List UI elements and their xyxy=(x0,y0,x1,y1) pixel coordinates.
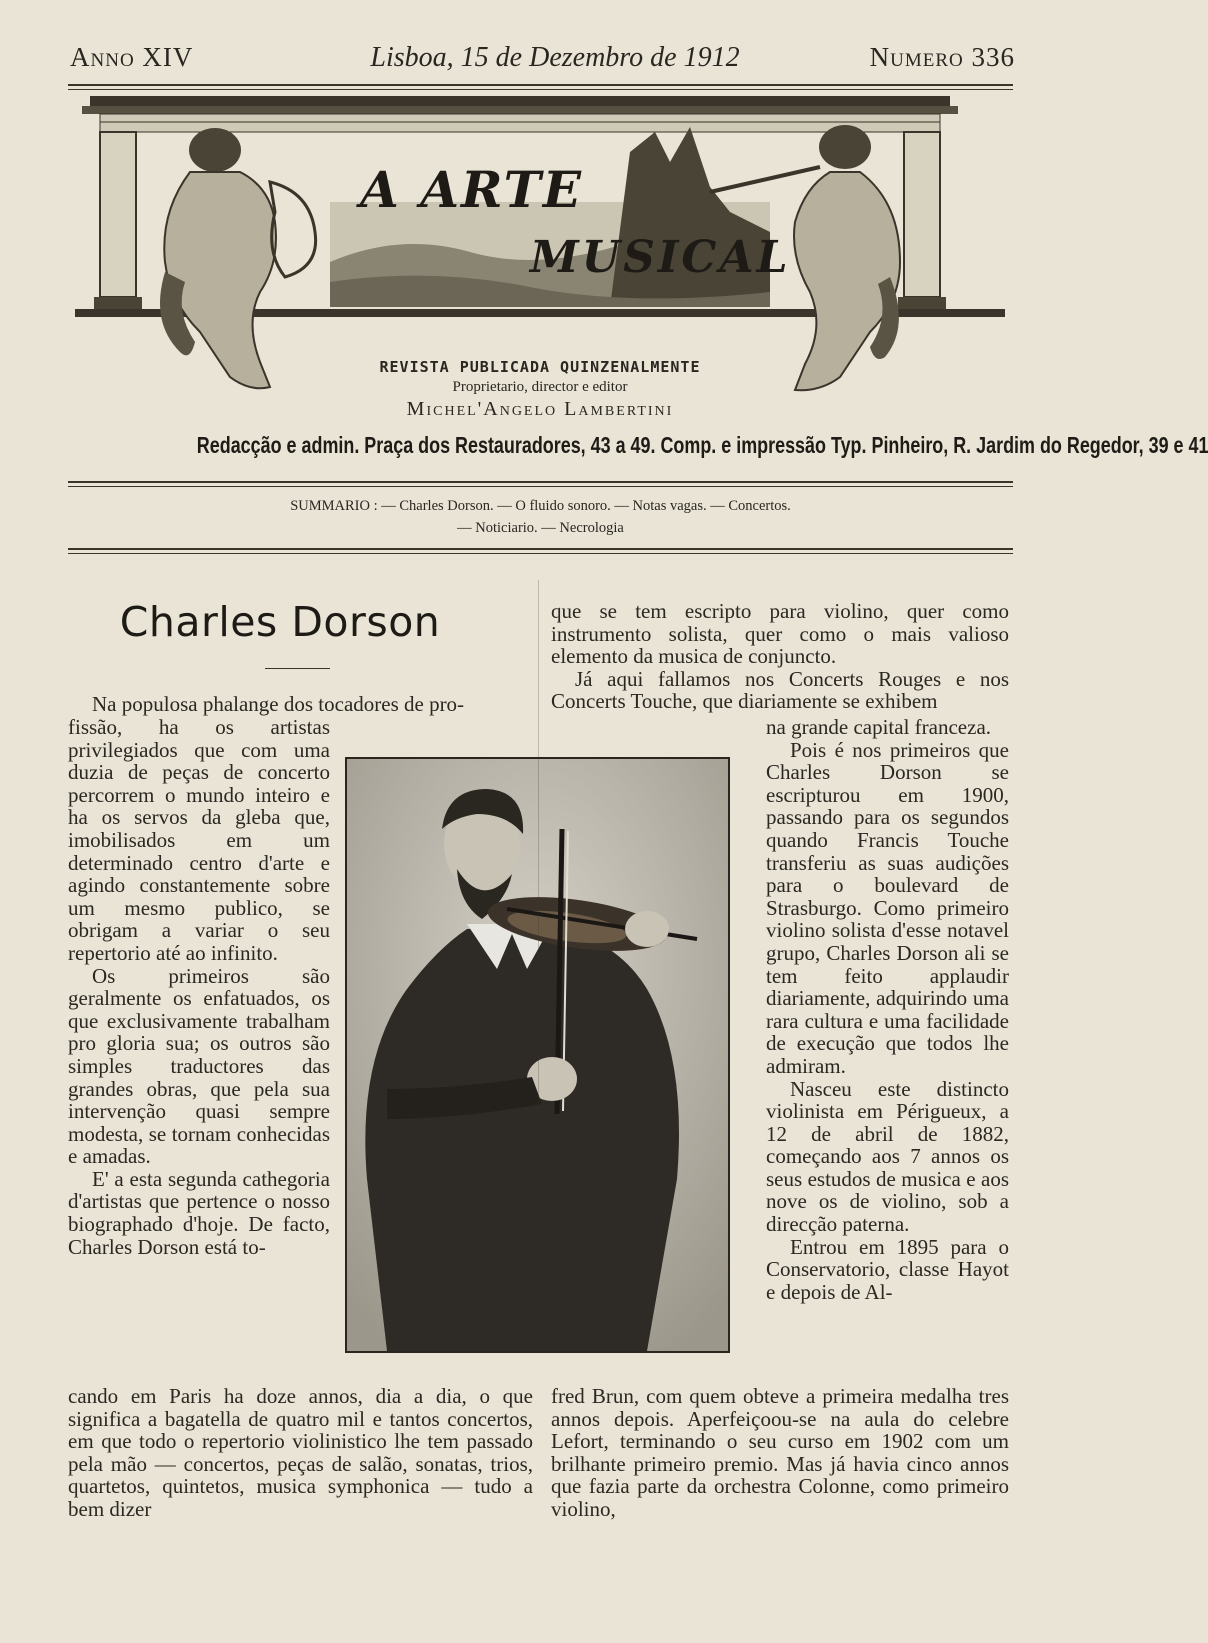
issue-number: Numero 336 xyxy=(869,42,1015,72)
editor-name: Michel'Angelo Lambertini xyxy=(406,398,674,420)
left-column-wrap-text xyxy=(68,716,330,1258)
summary-rule-top-thin xyxy=(68,486,1013,487)
summary-line-1: SUMMARIO : — Charles Dorson. — O fluido sonoro. — Notas vagas. — Concertos. xyxy=(290,498,791,514)
magazine-subtitle: MUSICAL xyxy=(530,232,791,283)
right-column-wrap-text xyxy=(766,716,1009,1303)
paragraph: que se tem escripto para violino, quer como instrumento solista, quer como o mais valioso elemento da musica de conjuncto. xyxy=(551,599,1009,669)
issue-date: Lisboa, 15 de Dezembro de 1912 xyxy=(370,42,740,73)
left-column-bottom-text xyxy=(68,1385,533,1521)
column-divider xyxy=(538,580,539,1340)
article-title: Charles Dorson xyxy=(119,598,441,646)
paragraph: Pois é nos primeiros que Charles Dorson se escripturou em 1900, passando para os segundos quando Francis Touche transferiu as suas audições para o boulevard de Strasburgo. Como primeiro violino solista d'esse notavel grupo, Charles Dorson ali se tem feito applaudir diariamente, adquirindo uma rara cultura e uma facilidade de execução que todos lhe admiram. xyxy=(766,737,1009,1078)
right-column-bottom-text xyxy=(551,1385,1009,1521)
proprietor-label: Proprietario, director e editor xyxy=(452,379,628,395)
title-divider xyxy=(265,668,330,669)
paragraph: E' a esta segunda cathegoria d'artistas que pertence o nosso biographado d'hoje. De facto, Charles Dorson está to- xyxy=(68,1166,330,1259)
publication-frequency: REVISTA PUBLICADA QUINZENALMENTE xyxy=(379,358,701,376)
summary-rule-bottom-thin xyxy=(68,553,1013,554)
paragraph: Nasceu este distincto violinista em Périgueux, a 12 de abril de 1882, começando aos 7 annos os seus estudos de musica e aos nove os de violino, sob a direcção paterna. xyxy=(766,1076,1009,1237)
issue-header xyxy=(70,42,1015,82)
paragraph: Já aqui fallamos nos Concerts Rouges e nos Concerts Touche, que diariamente se exhibem xyxy=(551,666,1009,714)
paragraph: Os primeiros são geralmente os enfatuados, os que exclusivamente trabalham pro gloria sua; os outros são simples traductores das grandes obras, que pela sua intervenção quasi sempre modesta, se tornam conhecidas e amadas. xyxy=(68,963,330,1169)
address-line: Redacção e admin. Praça dos Restauradores, 43 a 49. Comp. e impressão Typ. Pinheiro, R. Jardim do Regedor, 39 e 41 xyxy=(196,432,1208,458)
summary-rule-top xyxy=(68,481,1013,483)
header-rule xyxy=(68,84,1013,90)
volume-label: Anno XIV xyxy=(70,42,194,72)
paragraph: fred Brun, com quem obteve a primeira medalha tres annos depois. Aperfeiçoou-se na aula do celebre Lefort, terminando o seu curso em 1902 com um brilhante primeiro premio. Mas já havia cinco annos que fazia parte da orchestra Colonne, como primeiro violino, xyxy=(551,1384,1009,1521)
right-column-top-text xyxy=(551,600,1009,713)
summary-rule-bottom xyxy=(68,548,1013,550)
left-column-first-line xyxy=(68,693,528,716)
summary xyxy=(68,495,1013,539)
summary-line-2: — Noticiario. — Necrologia xyxy=(457,520,624,536)
paragraph: fissão, ha os artistas privilegiados que com uma duzia de peças de concerto percorrem o mundo inteiro e ha os servos da gleba que, imobilisados em um determinado centro d'arte e agindo constantemente sobre um mesmo publico, se obrigam a variar o seu repertorio até ao infinito. xyxy=(68,715,330,965)
magazine-title: A ARTE xyxy=(360,160,583,219)
paragraph: na grande capital franceza. xyxy=(766,715,992,739)
paragraph: Entrou em 1895 para o Conservatorio, classe Hayot e depois de Al- xyxy=(766,1234,1009,1304)
masthead xyxy=(70,92,1010,422)
paragraph: cando em Paris ha doze annos, dia a dia, o que significa a bagatella de quatro mil e tantos concertos, em que todo o repertorio violinistico lhe tem passado pela mão — concertos, peças de salão, sonatas, trios, quartetos, quintetos, musica symphonica — tudo a bem dizer xyxy=(68,1384,533,1521)
paragraph: Na populosa phalange dos tocadores de pro- xyxy=(92,692,465,716)
